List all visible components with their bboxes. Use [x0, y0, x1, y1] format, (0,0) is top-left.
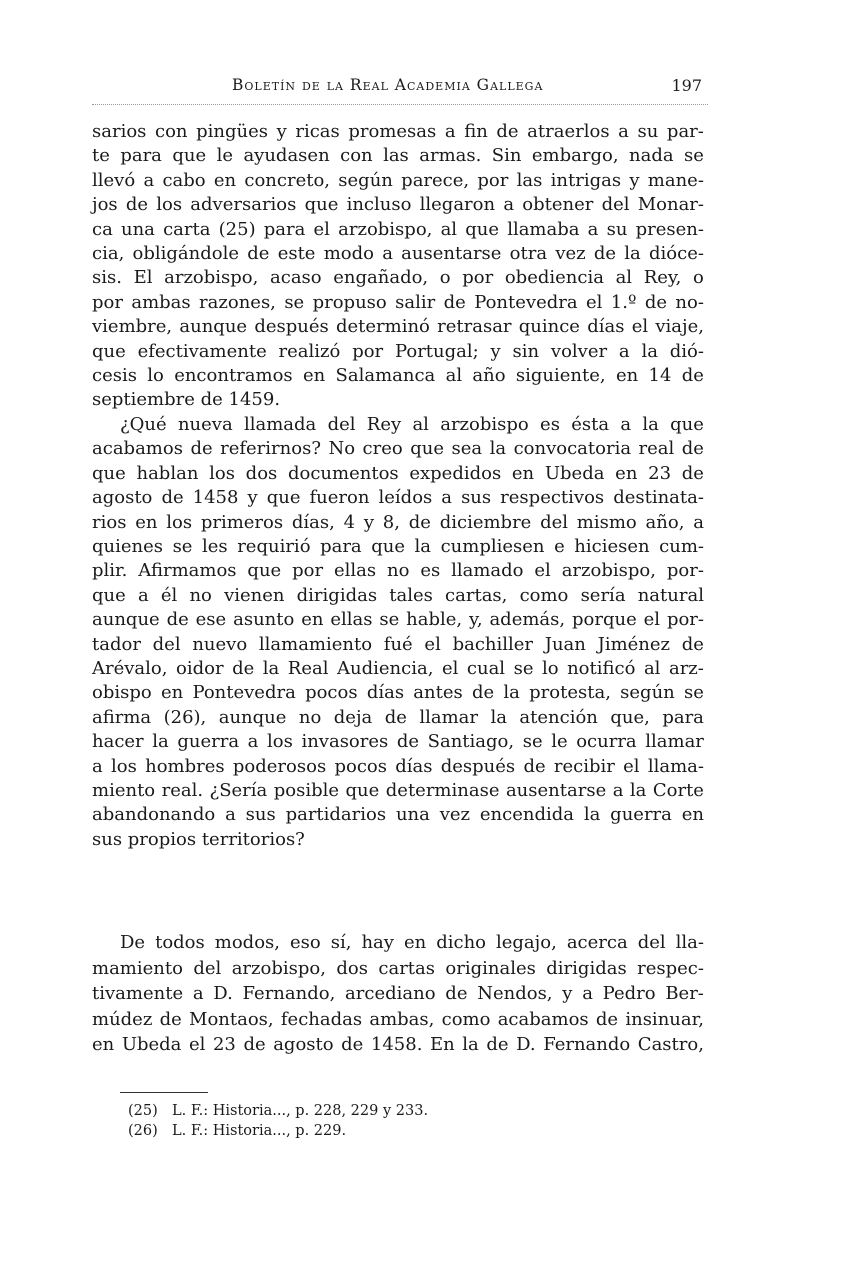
text-line: plir. Afirmamos que por ellas no es llamado el arzobispo, por-	[92, 560, 704, 582]
text-line: aunque de ese asunto en ellas se hable, y, además, porque el por-	[92, 609, 704, 631]
text-line: que hablan los dos documentos expedidos en Ubeda en 23 de	[92, 462, 704, 484]
text-line: te para que le ayudasen con las armas. Sin embargo, nada se	[92, 145, 704, 167]
text-line: por ambas razones, se propuso salir de Pontevedra el 1.º de no-	[92, 291, 704, 313]
text-line: afirma (26), aunque no deja de llamar la atención que, para	[92, 706, 704, 728]
text-line: agosto de 1458 y que fueron leídos a sus respectivos destinata-	[92, 487, 704, 509]
text-line: abandonando a sus partidarios una vez encendida la guerra en	[92, 804, 704, 826]
text-line: que a él no vienen dirigidas tales cartas, como sería natural	[92, 584, 704, 606]
footnote-text: L. F.: Historia..., p. 228, 229 y 233.	[172, 1103, 429, 1119]
text-line: a los hombres poderosos pocos días después de recibir el llama-	[92, 755, 704, 777]
page-number: 197	[671, 76, 702, 95]
journal-title: Boletín de la Real Academia Gallega	[232, 76, 544, 94]
footnote	[128, 1121, 528, 1141]
footnote-text: L. F.: Historia..., p. 229.	[172, 1123, 347, 1139]
text-line: llevó a cabo en concreto, según parece, por las intrigas y mane-	[92, 169, 704, 191]
paragraph-1	[92, 120, 704, 413]
text-line: tivamente a D. Fernando, arcediano de Nendos, y a Pedro Ber-	[92, 983, 704, 1004]
text-line: cesis lo encontramos en Salamanca al año siguiente, en 14 de	[92, 365, 704, 387]
text-line: sarios con pingües y ricas promesas a fin de atraerlos a su par-	[92, 121, 704, 142]
paragraph-2	[92, 413, 704, 852]
text-line: hacer la guerra a los invasores de Santiago, se le ocurra llamar	[92, 731, 704, 753]
text-line: ca una carta (25) para el arzobispo, al que llamaba a su presen-	[92, 218, 704, 240]
text-line: jos de los adversarios que incluso llegaron a obtener del Monar-	[92, 194, 704, 216]
text-line: múdez de Montaos, fechadas ambas, como acabamos de insinuar,	[92, 1008, 704, 1030]
text-line: acabamos de referirnos? No creo que sea la convocatoria real de	[92, 438, 704, 460]
footnote-number: (25)	[128, 1103, 158, 1119]
text-line: De todos modos, eso sí, hay en dicho legajo, acerca del lla-	[120, 932, 704, 953]
footnote	[128, 1101, 528, 1121]
running-header	[92, 74, 708, 105]
text-line: tador del nuevo llamamiento fué el bachiller Juan Jiménez de	[92, 633, 704, 655]
text-line: rios en los primeros días, 4 y 8, de diciembre del mismo año, a	[92, 511, 704, 533]
text-line: que efectivamente realizó por Portugal; y sin volver a la dió-	[92, 340, 704, 362]
text-line: quienes se les requirió para que la cumpliesen e hiciesen cum-	[92, 535, 704, 557]
text-line: miento real. ¿Sería posible que determinase ausentarse a la Corte	[92, 779, 704, 801]
paragraph-3	[92, 930, 704, 1058]
text-line: viembre, aunque después determinó retrasar quince días el viaje,	[92, 316, 704, 338]
text-line: en Ubeda el 23 de agosto de 1458. En la de D. Fernando Castro,	[92, 1034, 704, 1055]
text-line: sus propios territorios?	[92, 828, 305, 850]
text-line: septiembre de 1459.	[92, 389, 281, 411]
text-line: obispo en Pontevedra pocos días antes de la protesta, según se	[92, 682, 704, 704]
text-line: cia, obligándole de este modo a ausentarse otra vez de la dióce-	[92, 243, 704, 265]
text-line: Arévalo, oidor de la Real Audiencia, el cual se lo notificó al arz-	[92, 657, 704, 679]
text-line: ¿Qué nueva llamada del Rey al arzobispo es ésta a la que	[120, 413, 704, 435]
footnote-rule	[120, 1092, 208, 1093]
main-text	[92, 120, 704, 852]
footnote-number: (26)	[128, 1123, 158, 1139]
text-line: sis. El arzobispo, acaso engañado, o por obediencia al Rey, o	[92, 267, 704, 289]
text-line: mamiento del arzobispo, dos cartas originales dirigidas respec-	[92, 957, 704, 979]
footnotes	[128, 1101, 528, 1141]
